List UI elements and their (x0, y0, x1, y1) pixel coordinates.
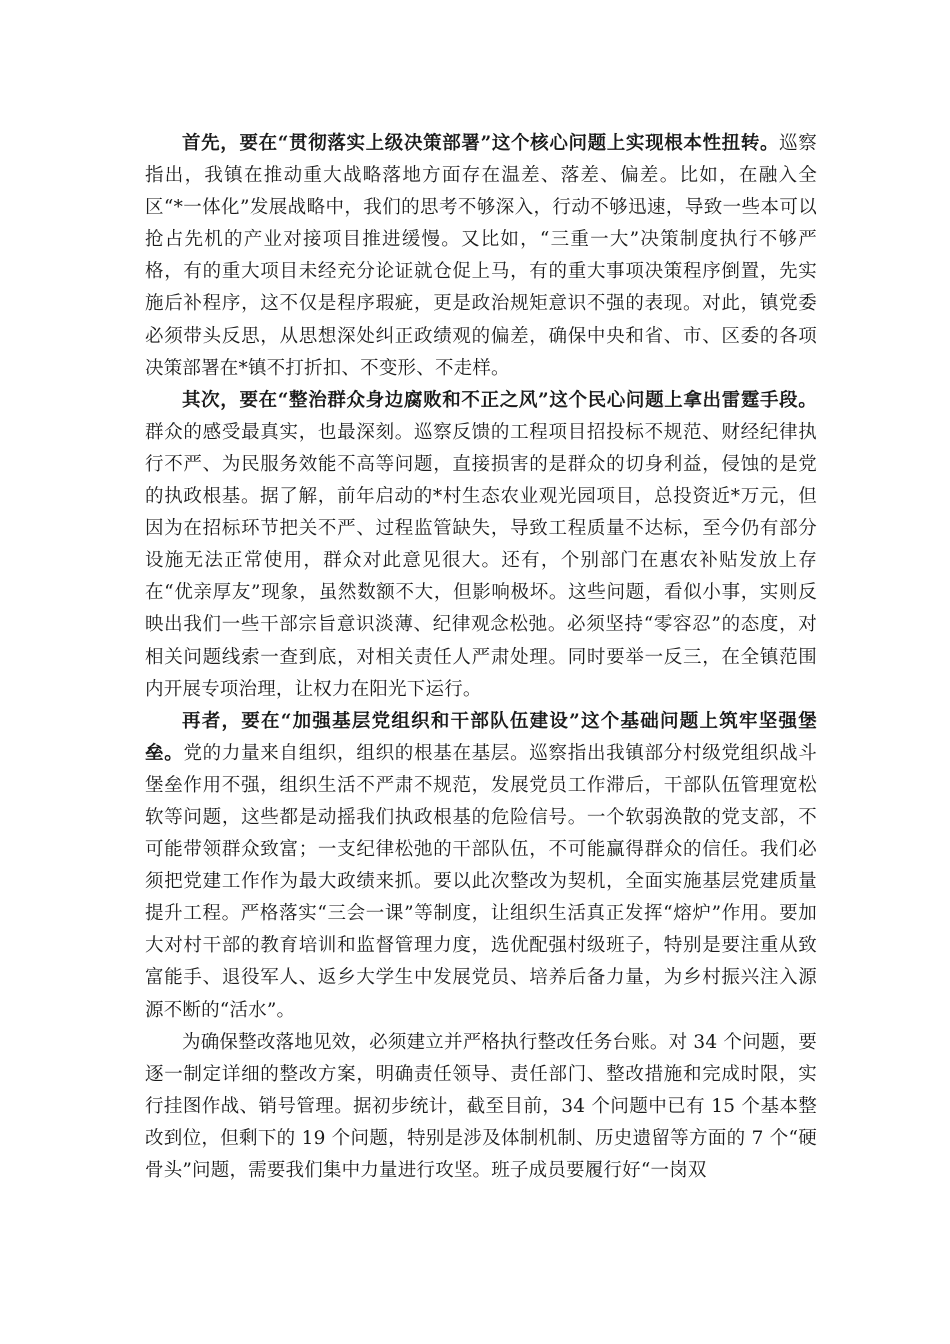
paragraph-third (145, 706, 817, 1027)
paragraph-second (145, 385, 817, 706)
paragraph-body: 党的力量来自组织，组织的根基在基层。巡察指出我镇部分村级党组织战斗堡垒作用不强，组织生活不严肃不规范，发展党员工作滞后，干部队伍管理宽松软等问题，这些都是动摇我们执政根基的危险信号。一个软弱涣散的党支部，不可能带领群众致富；一支纪律松弛的干部队伍，不可能赢得群众的信任。我们必须把党建工作作为最大政绩来抓。要以此次整改为契机，全面实施基层党建质量提升工程。严格落实“三会一课”等制度，让组织生活真正发挥“熔炉”作用。要加大对村干部的教育培训和监督管理力度，选优配强村级班子，特别是要注重从致富能手、退役军人、返乡大学生中发展党员、培养后备力量，为乡村振兴注入源源不断的“活水”。 (145, 742, 817, 1021)
paragraph-body: 群众的感受最真实，也最深刻。巡察反馈的工程项目招投标不规范、财经纪律执行不严、为民服务效能不高等问题，直接损害的是群众的切身利益，侵蚀的是党的执政根基。据了解，前年启动的*村生态农业观光园项目，总投资近*万元，但因为在招标环节把关不严、过程监管缺失，导致工程质量不达标，至今仍有部分设施无法正常使用，群众对此意见很大。还有，个别部门在惠农补贴发放上存在“优亲厚友”现象，虽然数额不大，但影响极坏。这些问题，看似小事，实则反映出我们一些干部宗旨意识淡薄、纪律观念松弛。必须坚持“零容忍”的态度，对相关问题线索一查到底，对相关责任人严肃处理。同时要举一反三，在全镇范围内开展专项治理，让权力在阳光下运行。 (145, 421, 817, 700)
paragraph-body: 巡察指出，我镇在推动重大战略落地方面存在温差、落差、偏差。比如，在融入全区“*一体化”发展战略中，我们的思考不够深入，行动不够迅速，导致一些本可以抢占先机的产业对接项目推进缓慢。又比如，“三重一大”决策制度执行不够严格，有的重大项目未经充分论证就仓促上马，有的重大事项决策程序倒置，先实施后补程序，这不仅是程序瑕疵，更是政治规矩意识不强的表现。对此，镇党委必须带头反思，从思想深处纠正政绩观的偏差，确保中央和省、市、区委的各项决策部署在*镇不打折扣、不变形、不走样。 (145, 133, 817, 379)
paragraph-lead: 再者，要在“加强基层党组织和干部队伍建设”这个基础问题上筑牢坚强堡垒。 (145, 710, 817, 764)
paragraph-lead: 首先，要在“贯彻落实上级决策部署”这个核心问题上实现根本性扭转。 (182, 133, 780, 154)
paragraph-body: 为确保整改落地见效，必须建立并严格执行整改任务台账。对 34 个问题，要逐一制定详细的整改方案，明确责任领导、责任部门、整改措施和完成时限，实行挂图作战、销号管理。据初步统计，截至目前，34 个问题中已有 15 个基本整改到位，但剩下的 19 个问题，特别是涉及体制机制、历史遗留等方面的 7 个“硬骨头”问题，需要我们集中力量进行攻坚。班子成员要履行好“一岗双 (145, 1031, 817, 1181)
paragraph-first (145, 128, 817, 385)
paragraph-fourth (145, 1027, 817, 1187)
document-page (145, 128, 817, 1187)
paragraph-lead: 其次，要在“整治群众身边腐败和不正之风”这个民心问题上拿出雷霆手段。 (182, 389, 817, 411)
